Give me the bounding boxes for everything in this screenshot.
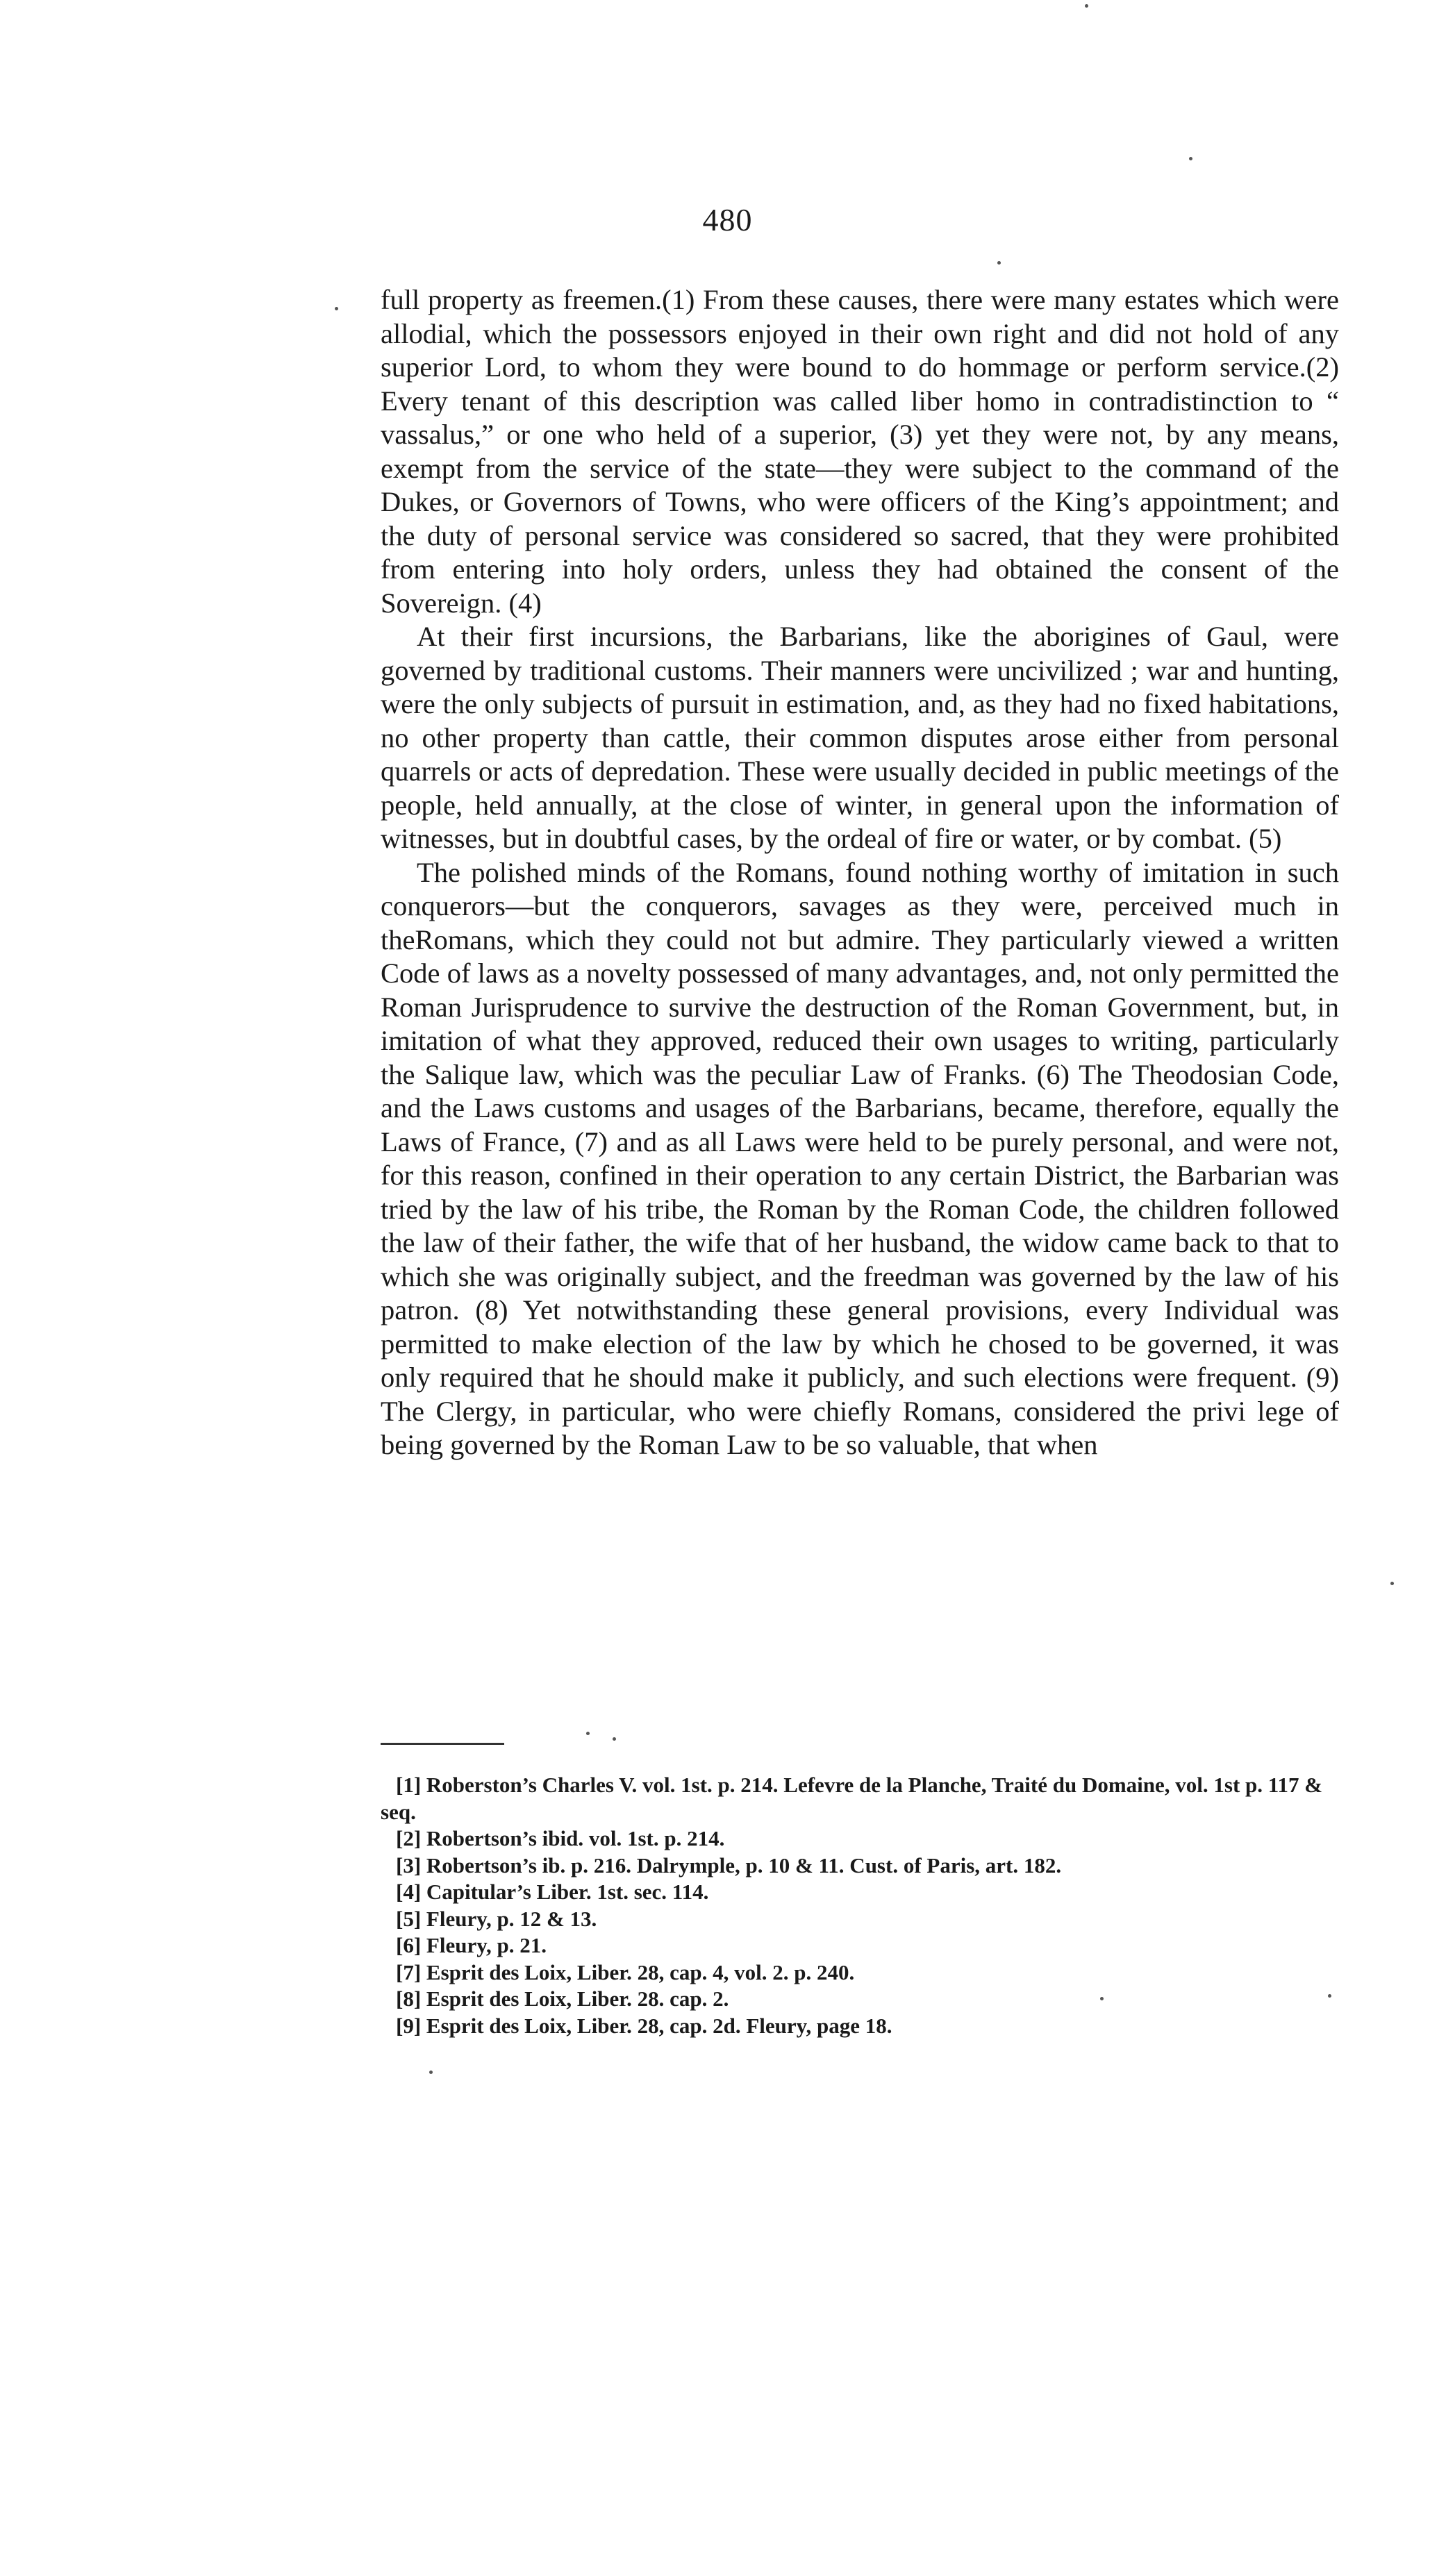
footnote-6: [6] Fleury, p. 21. [396, 1933, 547, 1957]
ink-speck [997, 261, 1001, 265]
footnote-7: [7] Esprit des Loix, Liber. 28, cap. 4, vol. 2. p. 240. [396, 1959, 855, 1984]
ink-speck [1085, 4, 1088, 8]
page-number: 480 [702, 202, 753, 237]
paragraph-3: The polished minds of the Romans, found nothing worthy of imitation in such conquerors—but the conquerors, savages as they were, perceived much in theRomans, which they could not but admire. They particularly viewed a written Code of laws as a novelty possessed of many advantages, and, not only permitted the Roman Jurisprudence to survive the destruction of the Roman Government, but, in imitation of what they approved, reduced their own usages to writing, particularly the Salique law, which was the peculiar Law of Franks. (6) The Theodosian Code, and the Laws customs and usages of the Barbarians, became, therefore, equally the Laws of France, (7) and as all Laws were held to be purely personal, and were not, for this reason, confined in their operation to any certain District, the Barbarian was tried by the law of his tribe, the Roman by the Roman Code, the children followed the law of their father, the wife that of her husband, the widow came back to that to which she was originally subject, and the freedman was governed by the law of his patron. (8) Yet notwithstanding these general provisions, every Individual was permitted to make election of the law by which he chosed to be governed, it was only required that he should make it publicly, and such elections were frequent. (9) The Clergy, in particular, who were chiefly Romans, considered the privi lege of being governed by the Roman Law to be so valuable, that when [381, 856, 1339, 1460]
ink-speck [1328, 1994, 1331, 1998]
ink-speck [1189, 157, 1192, 160]
paragraph-2: At their first incursions, the Barbarians, like the aborigines of Gaul, were governed by traditional customs. Their manners were uncivilized ; war and hunting, were the only subjects of pursuit in estimation, and, as they had no fixed habitations, no other property than cattle, their common disputes arose either from personal quarrels or acts of depredation. These were usually decided in public meetings of the people, held annually, at the close of winter, in general upon the information of witnesses, but in doubtful cases, by the ordeal of fire or water, or by combat. (5) [381, 621, 1339, 854]
footnote-2: [2] Robertson’s ibid. vol. 1st. p. 214. [396, 1826, 725, 1850]
footnote-1: [1] Roberston’s Charles V. vol. 1st. p. 214. Lefevre de la Planche, Traité du Domaine, vol. 1st p. 117 & seq. [381, 1773, 1323, 1824]
footnote-divider [381, 1743, 504, 1745]
footnotes [381, 1772, 1346, 2039]
ink-speck [1100, 1997, 1104, 2000]
ink-speck [613, 1737, 616, 1741]
main-text [381, 283, 1339, 1462]
footnote-3: [3] Robertson’s ib. p. 216. Dalrymple, p. 10 & 11. Cust. of Paris, art. 182. [396, 1852, 1062, 1877]
footnote-4: [4] Capitular’s Liber. 1st. sec. 114. [396, 1880, 709, 1904]
footnote-5: [5] Fleury, p. 12 & 13. [396, 1906, 597, 1931]
ink-speck [335, 307, 338, 310]
paragraph-1: full property as freemen.(1) From these causes, there were many estates which were allodial, which the possessors enjoyed in their own right and did not hold of any superior Lord, to whom they were bound to do hommage or perform service.(2) Every tenant of this description was called liber homo in contradistinction to “ vassalus,” or one who held of a superior, (3) yet they were not, by any means, exempt from the service of the state—they were subject to the command of the Dukes, or Governors of Towns, who were officers of the King’s appointment; and the duty of personal service was considered so sacred, that they were prohibited from entering into holy orders, unless they had obtained the consent of the Sovereign. (4) [381, 284, 1339, 619]
ink-speck [586, 1732, 590, 1735]
footnote-8: [8] Esprit des Loix, Liber. 28. cap. 2. [396, 1987, 729, 2011]
footnote-9: [9] Esprit des Loix, Liber. 28, cap. 2d. Fleury, page 18. [396, 2013, 892, 2038]
ink-speck [429, 2071, 433, 2074]
ink-speck [1390, 1582, 1394, 1585]
